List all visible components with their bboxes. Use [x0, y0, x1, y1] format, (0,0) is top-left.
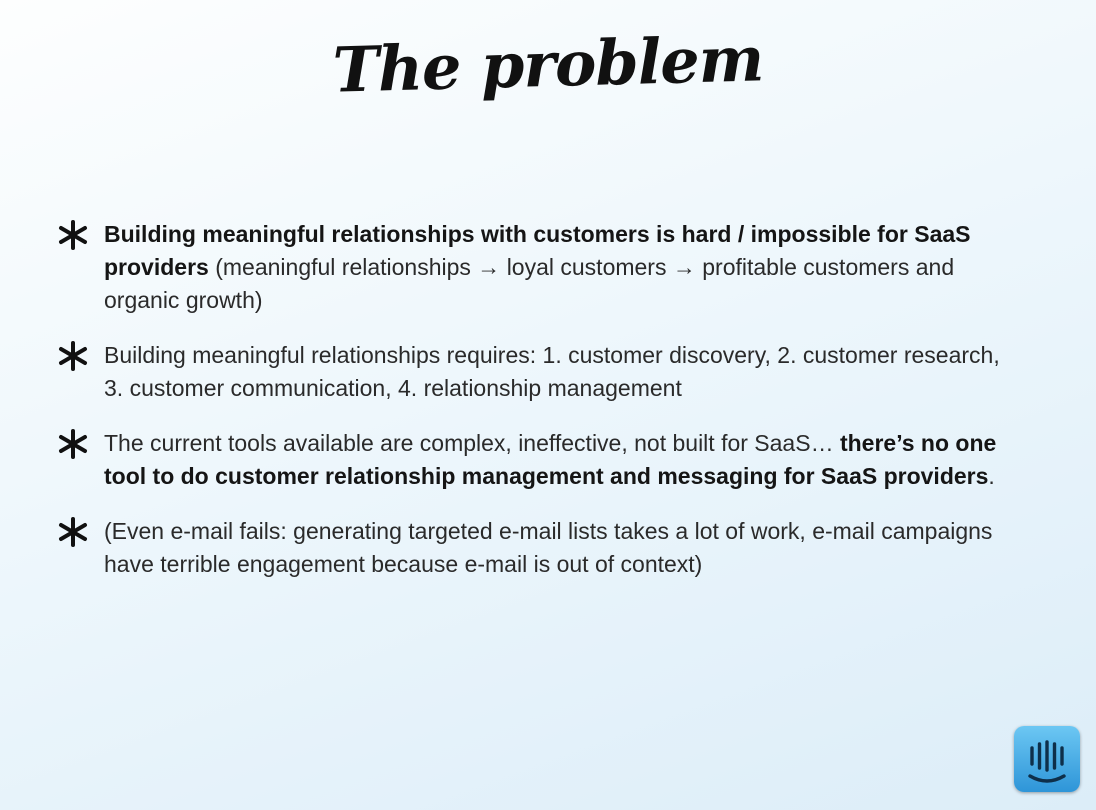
bullet-list	[56, 218, 1016, 581]
bullet-item-4	[56, 515, 1016, 581]
bullet-3-text: The current tools available are complex, ineffective, not built for SaaS…	[104, 430, 840, 456]
bullet-item-2	[56, 339, 1016, 405]
bullet-2-text: Building meaningful relationships requires: 1. customer discovery, 2. customer research, 3. customer communication, 4. relationship management	[104, 342, 1000, 401]
bullet-1-emphasis: Building meaningful relationships with customers is hard / impossible for SaaS providers	[104, 221, 971, 280]
bullet-item-3	[56, 427, 1016, 493]
asterisk-icon	[56, 218, 90, 252]
intercom-logo-icon	[1014, 726, 1080, 792]
slide-title: The problem	[331, 22, 765, 107]
bullet-3-period: .	[988, 463, 995, 489]
bullet-item-1	[56, 218, 1016, 317]
bullet-1-text: (meaningful relationships → loyal customers → profitable customers and organic growth)	[104, 254, 955, 313]
asterisk-icon	[56, 515, 90, 549]
bullet-4-text: (Even e-mail fails: generating targeted e-mail lists takes a lot of work, e-mail campaigns have terrible engagement because e-mail is out of context)	[104, 518, 993, 577]
intercom-logo-mark	[1014, 726, 1080, 792]
asterisk-icon	[56, 339, 90, 373]
asterisk-icon	[56, 427, 90, 461]
bullet-3-emphasis: there’s no one tool to do customer relationship management and messaging for SaaS providers	[104, 430, 997, 489]
